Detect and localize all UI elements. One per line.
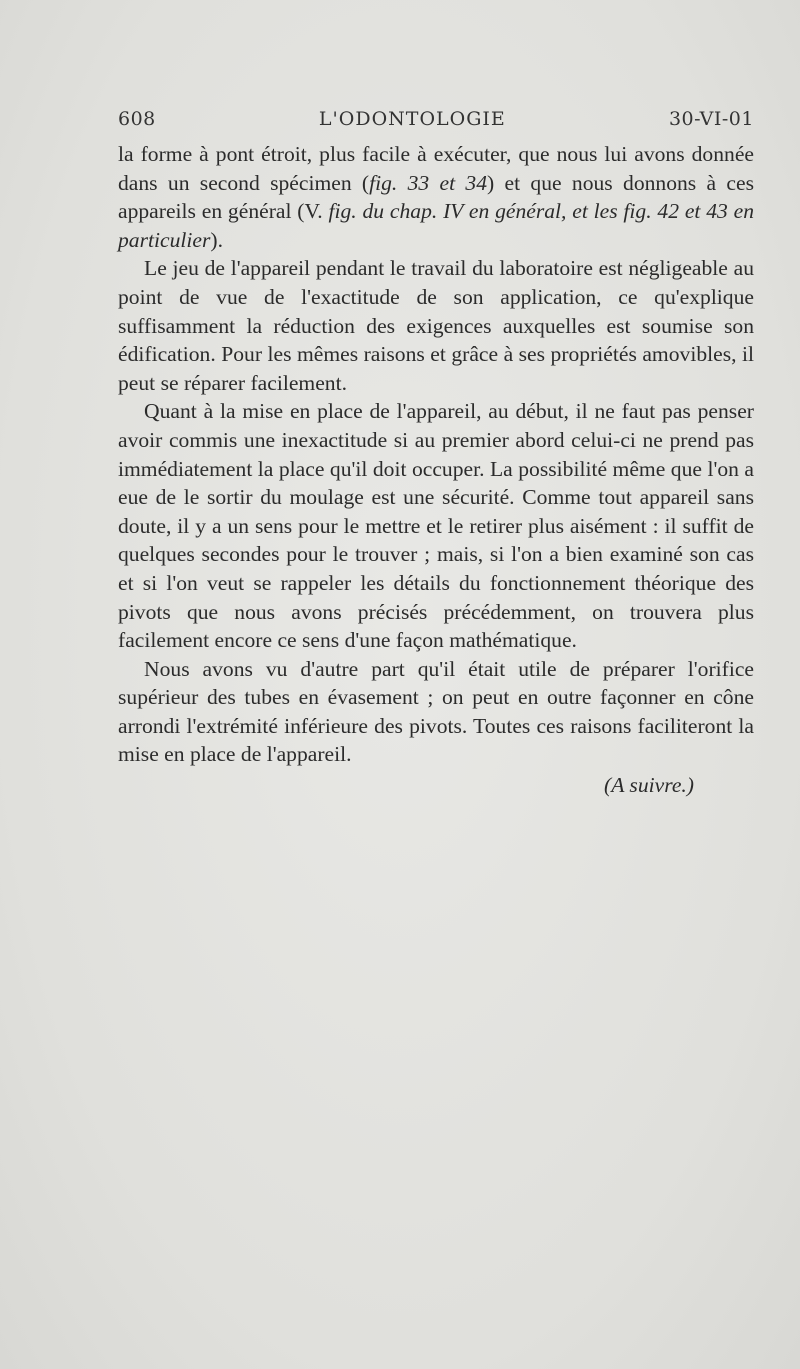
paragraph: [118, 655, 754, 769]
text-run: Le jeu de l'appareil pendant le travail du laboratoire est négligeable au point de vue de l'exactitude de son application, ce qu'explique suffisamment la réduction des exigences auxquelles est soumise son édification. Pour les mêmes raisons et grâce à ses propriétés amovibles, il peut se réparer facilement.: [118, 256, 754, 395]
paragraph: [118, 397, 754, 654]
italic-reference: fig. du chap. IV en général, et les fig. 42 et 43 en particulier: [118, 199, 755, 252]
book-page: [118, 108, 754, 798]
running-head: [118, 108, 754, 130]
italic-reference: fig. 33 et 34: [369, 170, 488, 195]
paragraph: [118, 254, 754, 397]
page-number: 608: [118, 108, 156, 130]
issue-date: 30-VI-01: [668, 108, 754, 130]
paragraph: [118, 140, 754, 254]
journal-title: L'ODONTOLOGIE: [318, 108, 506, 130]
to-be-continued: (A suivre.): [604, 773, 694, 798]
text-run: Nous avons vu d'autre part qu'il était utile de préparer l'orifice supérieur des tubes en évasement ; on peut en outre façonner en cône arrondi l'extrémité inférieure des pivots. Toutes ces raisons faciliteront la mise en place de l'appareil.: [118, 656, 754, 767]
text-run: ).: [210, 227, 223, 252]
text-run: Quant à la mise en place de l'appareil, au début, il ne faut pas penser avoir commis une inexactitude si au premier abord celui-ci ne prend pas immédiatement la place qu'il doit occuper. La possibilité même que l'on a eue de le sortir du moulage est une sécurité. Comme tout appareil sans doute, il y a un sens pour le mettre et le retirer plus aisément : il suffit de quelques secondes pour le trouver ; mais, si l'on a bien examiné son cas et si l'on veut se rappeler les détails du fonctionnement théorique des pivots que nous avons précisés précédemment, on trouvera plus facilement encore ce sens d'une façon mathématique.: [118, 399, 754, 653]
text-run: la forme à pont étroit, plus facile à exécuter, que nous lui avons donnée dans un second spécimen (: [118, 142, 754, 195]
text-run: ) et que nous donnons à ces appareils en général (V.: [118, 170, 754, 224]
body-text: [118, 140, 754, 769]
